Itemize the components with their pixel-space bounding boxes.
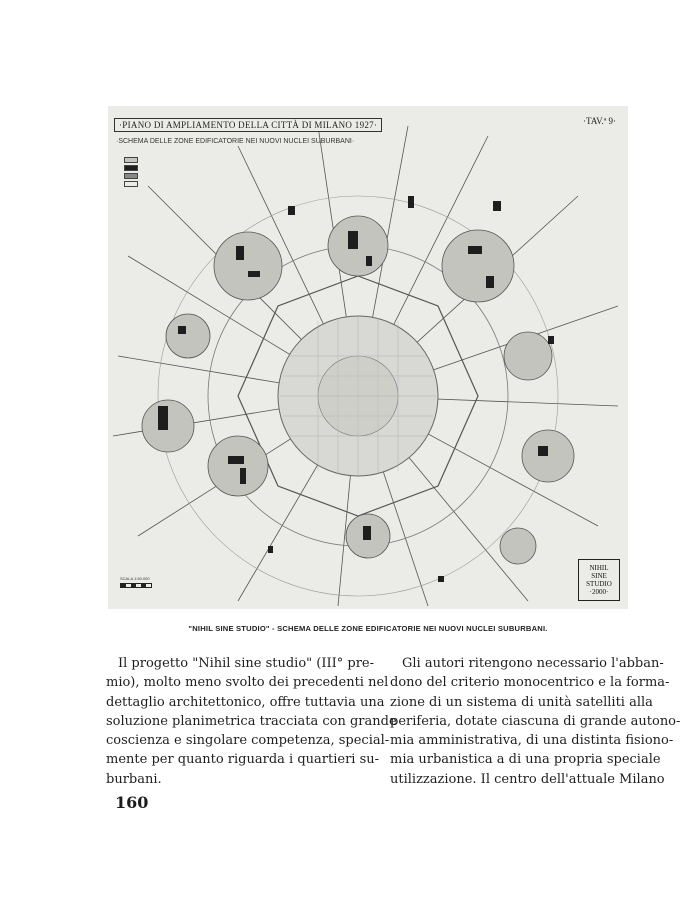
legend-row xyxy=(124,172,142,180)
legend-swatch xyxy=(124,181,138,187)
stamp-line: SINE xyxy=(591,572,607,580)
stamp-line: NIHIL xyxy=(589,564,609,572)
figure-caption: "NIHIL SINE STUDIO" - SCHEMA DELLE ZONE EDIFICATORIE NEI NUOVI NUCLEI SUBURBANI. xyxy=(188,624,548,633)
map-scale xyxy=(120,576,152,588)
text-line: Il progetto "Nihil sine studio" (III° pre- xyxy=(118,656,374,671)
legend-row xyxy=(124,164,142,172)
text-line: utilizzazione. Il centro dell'attuale Milano xyxy=(390,771,665,787)
map-legend xyxy=(124,156,142,188)
right-column-text xyxy=(390,654,681,789)
map-plate xyxy=(108,106,628,609)
text-line: mia amministrativa, di una distinta fisiono- xyxy=(390,733,674,749)
text-line: mente per quanto riguarda i quartieri su- xyxy=(106,752,380,768)
text-line: dettaglio architettonico, offre tuttavia una xyxy=(106,694,385,710)
text-line: dono del criterio monocentrico e la forma- xyxy=(390,675,670,691)
stamp-line: ·2000· xyxy=(589,588,609,596)
legend-row xyxy=(124,180,142,188)
plate-tavola-label: ·TAV.ª 9· xyxy=(583,116,616,126)
scale-label: SCALA 1:50.000 xyxy=(120,576,150,581)
legend-swatch xyxy=(124,173,138,179)
text-line: zione di un sistema di unità satelliti alla xyxy=(390,694,653,710)
scale-bar xyxy=(120,583,152,588)
plate-title: ·PIANO DI AMPLIAMENTO DELLA CITTÀ DI MILANO 1927· xyxy=(114,118,382,132)
text-line: soluzione planimetrica tracciata con grande xyxy=(106,713,397,729)
text-line: Gli autori ritengono necessario l'abban- xyxy=(402,656,664,671)
legend-row xyxy=(124,156,142,164)
page-number: 160 xyxy=(115,793,149,812)
text-line: coscienza e singolare competenza, special- xyxy=(106,733,390,749)
legend-swatch xyxy=(124,165,138,171)
left-column-text xyxy=(106,654,397,789)
city-plan-map xyxy=(108,106,628,609)
text-line: mio), molto meno svolto dei precedenti nel xyxy=(106,675,389,691)
plate-subtitle: ·SCHEMA DELLE ZONE EDIFICATORIE NEI NUOVI NUCLEI SUBURBANI· xyxy=(116,138,355,145)
text-line: periferia, dotate ciascuna di grande autono- xyxy=(390,713,681,729)
text-line: mia urbanistica a di una propria speciale xyxy=(390,752,661,768)
text-line: burbani. xyxy=(106,771,162,787)
nihil-sine-studio-stamp xyxy=(578,559,620,601)
stamp-line: STUDIO xyxy=(586,580,612,588)
legend-swatch xyxy=(124,157,138,163)
